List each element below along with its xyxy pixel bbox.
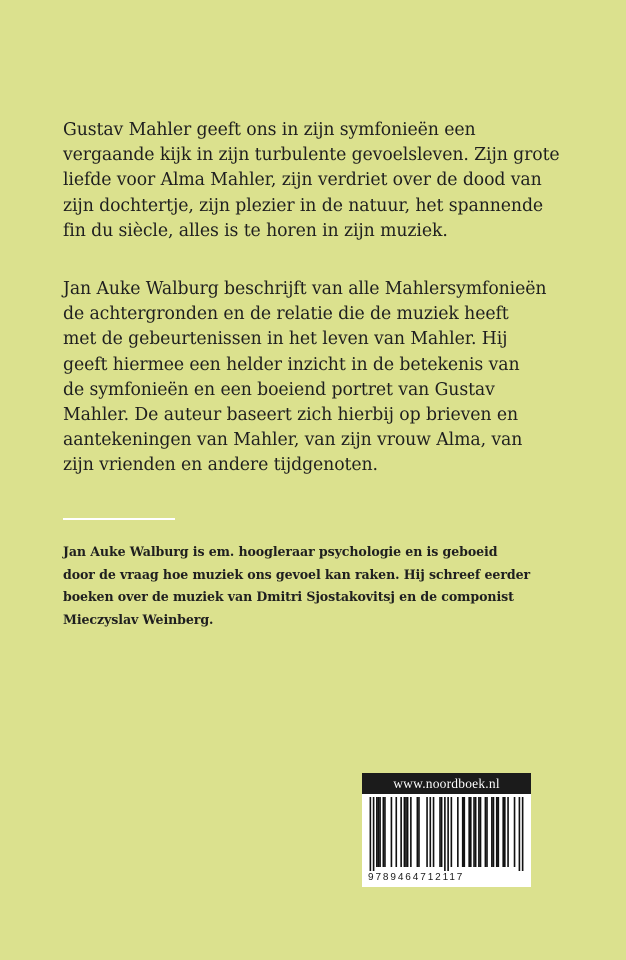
barcode-bar (519, 797, 521, 871)
barcode-bar (405, 797, 407, 867)
barcode-bar (429, 797, 431, 867)
text-line: zijn vrienden en andere tijdgenoten. (63, 455, 378, 476)
barcode-bar (514, 797, 516, 867)
barcode-bar (439, 797, 441, 867)
text-line: aantekeningen van Mahler, van zijn vrouw Alma, van (63, 430, 523, 451)
barcode-bar (464, 797, 466, 867)
barcode-bar (457, 797, 459, 867)
barcode-bar (478, 797, 480, 867)
text-line: liefde voor Alma Mahler, zijn verdriet over de dood van (63, 170, 542, 191)
barcode-bar (470, 797, 472, 867)
barcode-bar (407, 797, 409, 867)
barcode-bar (451, 797, 453, 867)
barcode-bar (433, 797, 435, 867)
barcode-bar (395, 797, 397, 867)
isbn-barcode-block (362, 773, 531, 887)
text-line: fin du siècle, alles is te horen in zijn muziek. (63, 220, 448, 241)
author-bio (63, 541, 603, 631)
barcode-bar (404, 797, 406, 867)
barcode-bar (468, 797, 470, 867)
barcode-bar (441, 797, 443, 867)
barcode-bar (507, 797, 509, 867)
barcode-bar (496, 797, 498, 867)
barcode-bar (522, 797, 524, 871)
barcode-bar (417, 797, 419, 867)
barcode-bar (444, 797, 446, 871)
barcode-bar (491, 797, 493, 867)
isbn-number: 9789464712117 (368, 872, 465, 883)
text-line: geeft hiermee een helder inzicht in de betekenis van (63, 354, 520, 375)
barcode-bar (410, 797, 412, 867)
barcode-bar (376, 797, 378, 867)
text-line: zijn dochtertje, zijn plezier in de natuur, het spannende (63, 195, 544, 216)
barcode-bar (418, 797, 420, 867)
barcode-bar (447, 797, 449, 871)
barcode-bar (504, 797, 506, 867)
text-line: de symfonieën en een boeiend portret van Gustav (63, 379, 495, 400)
barcode-bar (379, 797, 381, 867)
bio-line: door de vraag hoe muziek ons gevoel kan raken. Hij schreef eerder (63, 566, 531, 582)
barcode-bar (498, 797, 500, 867)
barcode-bar (480, 797, 482, 867)
bio-line: Mieczyslav Weinberg. (63, 611, 214, 627)
bio-line: boeken over de muziek van Dmitri Sjostakovitsj en de componist (63, 589, 514, 605)
barcode-bar (462, 797, 464, 867)
barcode-bar (391, 797, 393, 867)
barcode-bar (400, 797, 402, 867)
text-line: vergaande kijk in zijn turbulente gevoelsleven. Zijn grote (63, 145, 560, 166)
text-line: de achtergronden en de relatie die de muziek heeft (63, 304, 509, 325)
barcode-bar (384, 797, 386, 867)
description-paragraph-2 (63, 277, 583, 479)
barcode-bar (383, 797, 385, 867)
bio-line: Jan Auke Walburg is em. hoogleraar psychologie en is geboeid (63, 544, 498, 559)
barcode-bar (426, 797, 428, 867)
barcode-bar (475, 797, 477, 867)
barcode-bar (502, 797, 504, 867)
barcode-bar (493, 797, 495, 867)
publisher-website: www.noordboek.nl (362, 773, 531, 794)
barcode-bar (486, 797, 488, 867)
text-line: Gustav Mahler geeft ons in zijn symfonieën een (63, 120, 476, 140)
barcode-bar (485, 797, 487, 867)
barcode-image (362, 794, 531, 872)
description-paragraph-1 (63, 118, 583, 244)
text-line: Mahler. De auteur baseert zich hierbij op brieven en (63, 405, 519, 426)
text-line: met de gebeurtenissen in het leven van Mahler. Hij (63, 329, 508, 350)
barcode-bar (373, 797, 375, 871)
barcode-bar (370, 797, 372, 871)
barcode-bar (473, 797, 475, 867)
text-line: Jan Auke Walburg beschrijft van alle Mahlersymfonieën (63, 279, 547, 299)
barcode-bar (378, 797, 380, 867)
divider-rule (63, 518, 175, 520)
